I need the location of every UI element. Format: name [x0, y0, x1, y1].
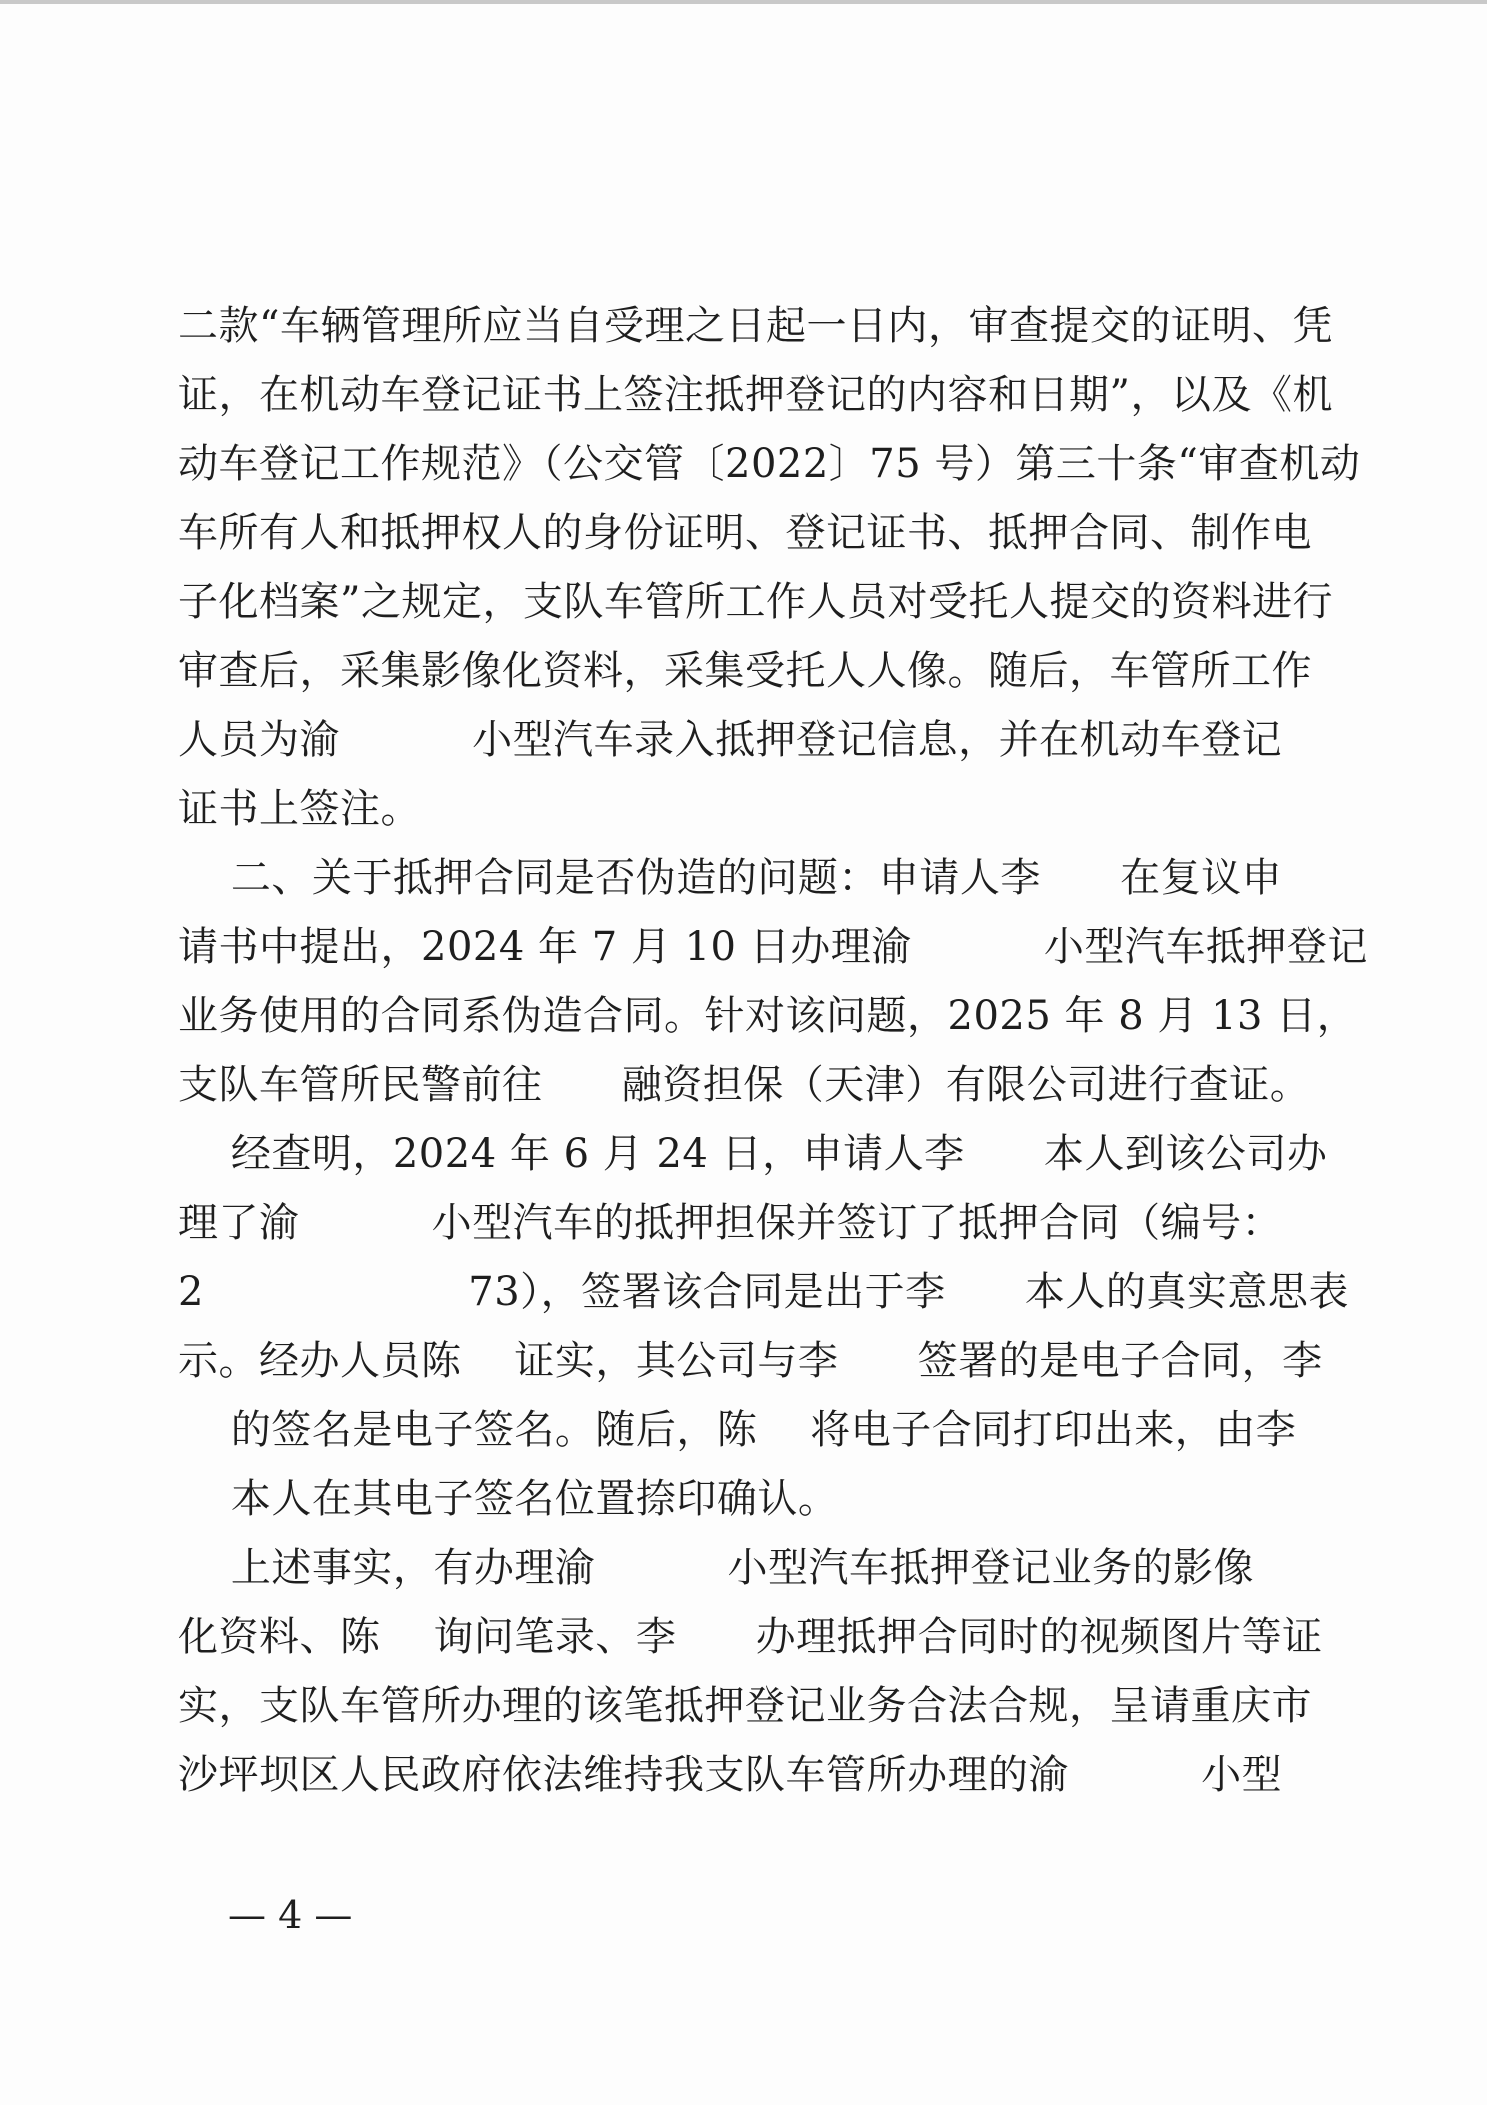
body-line-4: 车所有人和抵押权人的身份证明、登记证书、抵押合同、制作电 [178, 510, 1312, 556]
body-line-13: 经查明，2024 年 6 月 24 日，申请人李 本人到该公司办 [178, 1131, 1328, 1177]
body-line-22: 沙坪坝区人民政府依法维持我支队车管所办理的渝 小型 [178, 1752, 1283, 1798]
body-line-9: 二、关于抵押合同是否伪造的问题：申请人李 在复议申 [178, 855, 1283, 901]
body-line-8: 证书上签注。 [178, 786, 421, 832]
body-line-12: 支队车管所民警前往 融资担保（天津）有限公司进行查证。 [178, 1062, 1311, 1108]
page-number: — 4 — [228, 1893, 353, 1937]
body-line-10: 请书中提出，2024 年 7 月 10 日办理渝 小型汽车抵押登记 [178, 924, 1368, 970]
body-line-7: 人员为渝 小型汽车录入抵押登记信息，并在机动车登记 [178, 717, 1283, 763]
body-line-19: 上述事实，有办理渝 小型汽车抵押登记业务的影像 [178, 1545, 1255, 1591]
body-line-5: 子化档案”之规定，支队车管所工作人员对受托人提交的资料进行 [178, 579, 1333, 625]
body-line-6: 审查后，采集影像化资料，采集受托人人像。随后，车管所工作 [178, 648, 1312, 694]
body-line-21: 实，支队车管所办理的该笔抵押登记业务合法合规，呈请重庆市 [178, 1683, 1312, 1729]
scan-edge [0, 0, 1487, 4]
body-line-16: 示。经办人员陈 证实，其公司与李 签署的是电子合同，李 [178, 1338, 1323, 1384]
body-line-18: 本人在其电子签名位置捺印确认。 [178, 1476, 839, 1522]
body-line-1: 二款“车辆管理所应当自受理之日起一日内，审查提交的证明、凭 [178, 303, 1333, 349]
body-line-15: 2 73），签署该合同是出于李 本人的真实意思表 [178, 1269, 1349, 1315]
body-line-14: 理了渝 小型汽车的抵押担保并签订了抵押合同（编号： [178, 1200, 1283, 1246]
body-line-11: 业务使用的合同系伪造合同。针对该问题，2025 年 8 月 13 日， [178, 993, 1358, 1039]
body-line-2: 证，在机动车登记证书上签注抵押登记的内容和日期”，以及《机 [178, 372, 1333, 418]
body-line-3: 动车登记工作规范》（公交管〔2022〕75 号）第三十条“审查机动 [178, 441, 1361, 487]
body-line-17: 的签名是电子签名。随后，陈 将电子合同打印出来，由李 [178, 1407, 1297, 1453]
body-line-20: 化资料、陈 询问笔录、李 办理抵押合同时的视频图片等证 [178, 1614, 1323, 1660]
